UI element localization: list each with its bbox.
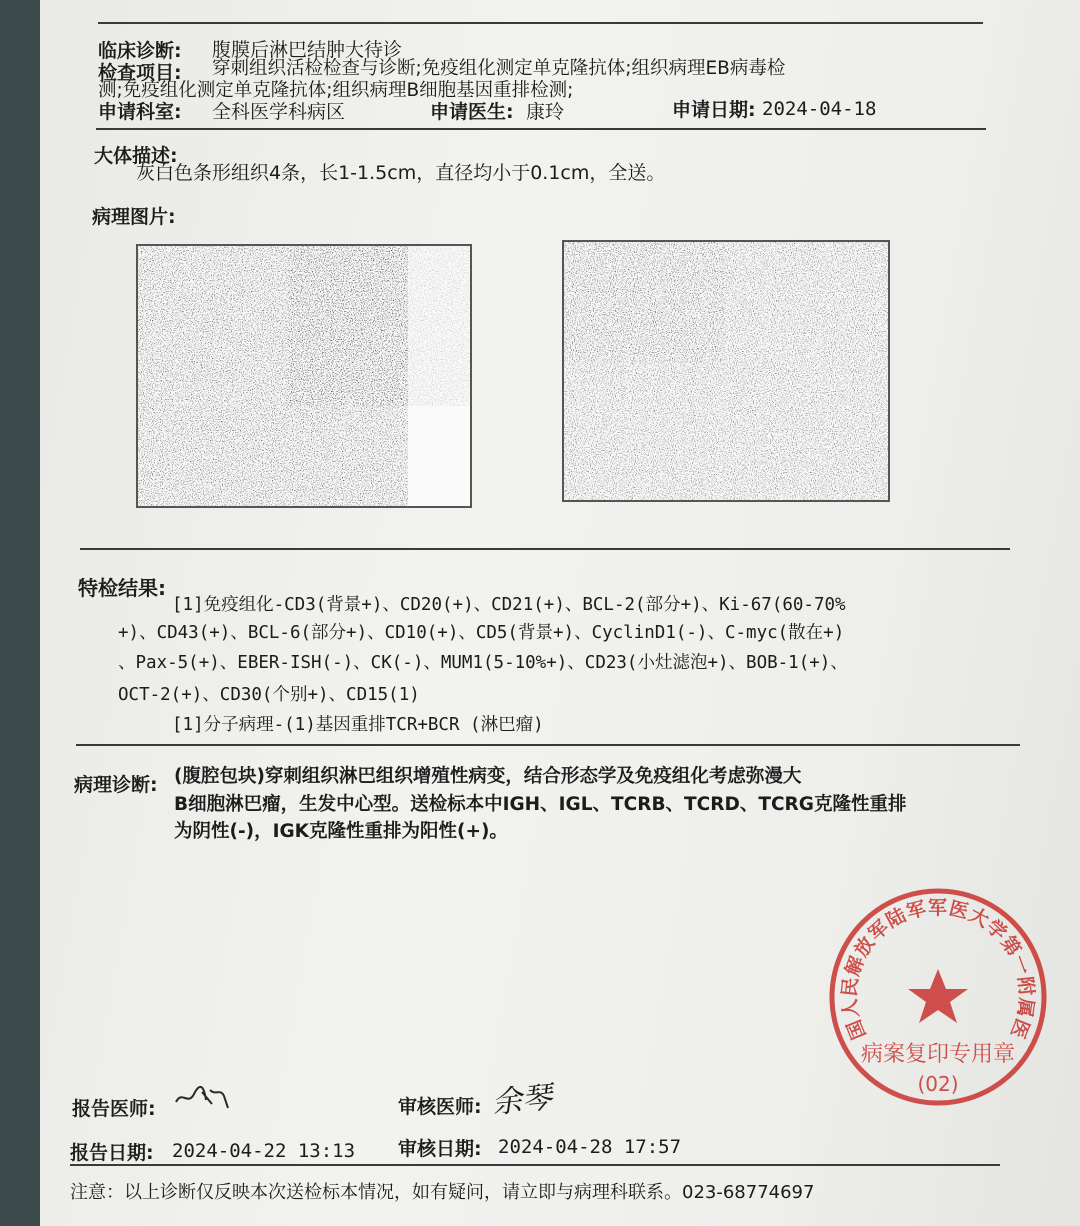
divider — [70, 1164, 1000, 1166]
hospital-seal-stamp — [826, 885, 1050, 1109]
doctor-value: 康玲 — [526, 101, 565, 123]
diagnosis-line-2: B细胞淋巴瘤，生发中心型。送检标本中IGH、IGL、TCRB、TCRD、TCRG克隆性重排 — [174, 794, 907, 815]
special-label: 特检结果: — [78, 576, 166, 600]
date-value: 2024-04-18 — [762, 98, 877, 120]
special-line-2: +)、CD43(+)、BCL-6(部分+)、CD10(+)、CD5(背景+)、CyclinD1(-)、C-myc(散在+) — [118, 623, 845, 643]
special-line-3: 、Pax-5(+)、EBER-ISH(-)、CK(-)、MUM1(5-10%+)、CD23(小灶滤泡+)、BOB-1(+)、 — [118, 653, 848, 673]
dept-value: 全科医学科病区 — [212, 101, 346, 123]
images-label: 病理图片: — [92, 206, 176, 228]
review-date-label: 审核日期: — [398, 1138, 482, 1160]
review-date-value: 2024-04-28 17:57 — [498, 1136, 682, 1158]
exam-items-line2: 测;免疫组化测定单克隆抗体;组织病理B细胞基因重排检测; — [98, 80, 574, 101]
micrograph-image-2 — [562, 240, 890, 502]
stamp-center-text: 病案复印专用章 — [860, 1042, 1016, 1067]
date-label: 申请日期: — [672, 99, 756, 121]
report-doctor-label: 报告医师: — [72, 1098, 156, 1120]
special-line-5: [1]分子病理-(1)基因重排TCR+BCR (淋巴瘤) — [172, 715, 544, 735]
divider — [96, 128, 986, 130]
review-doctor-label: 审核医师: — [398, 1096, 482, 1118]
divider — [76, 744, 1020, 746]
gross-label: 大体描述: — [94, 145, 178, 167]
special-line-1: [1]免疫组化-CD3(背景+)、CD20(+)、CD21(+)、BCL-2(部分+)、Ki-67(60-70% — [172, 595, 846, 615]
stamp-code: (02) — [917, 1072, 959, 1096]
stamp-ring-text: 国人民解放军陆军军医大学第一附属医 — [838, 896, 1038, 1043]
divider — [80, 548, 1010, 550]
diagnosis-line-3: 为阴性(-)，IGK克隆性重排为阳性(+)。 — [174, 821, 508, 842]
diagnosis-label: 病理诊断: — [74, 774, 158, 796]
svg-text:中国人民解放军陆军军医大学第一附属医院 — [826, 885, 1038, 1042]
micrograph-image-1 — [136, 244, 472, 508]
pathology-report-page — [40, 0, 1080, 1226]
report-date-label: 报告日期: — [70, 1142, 154, 1164]
report-date-value: 2024-04-22 13:13 — [172, 1140, 356, 1162]
exam-items-line1: 穿刺组织活检检查与诊断;免疫组化测定单克隆抗体;组织病理EB病毒检 — [212, 58, 786, 79]
footer-note: 注意：以上诊断仅反映本次送检标本情况，如有疑问，请立即与病理科联系。023-68774697 — [70, 1182, 815, 1203]
dept-label: 申请科室: — [98, 101, 182, 123]
review-doctor-signature: 余琴 — [490, 1079, 554, 1122]
exam-items-label: 检查项目: — [98, 62, 182, 84]
special-line-4: OCT-2(+)、CD30(个别+)、CD15(1) — [118, 685, 420, 705]
doctor-label: 申请医生: — [430, 101, 514, 123]
clinical-dx-label: 临床诊断: — [98, 40, 182, 62]
report-doctor-signature — [172, 1082, 232, 1112]
divider — [98, 22, 983, 24]
gross-text: 灰白色条形组织4条，长1-1.5cm，直径均小于0.1cm，全送。 — [136, 162, 666, 184]
diagnosis-line-1: (腹腔包块)穿刺组织淋巴组织增殖性病变，结合形态学及免疫组化考虑弥漫大 — [174, 766, 802, 787]
clinical-dx-value: 腹膜后淋巴结肿大待诊 — [212, 39, 403, 61]
